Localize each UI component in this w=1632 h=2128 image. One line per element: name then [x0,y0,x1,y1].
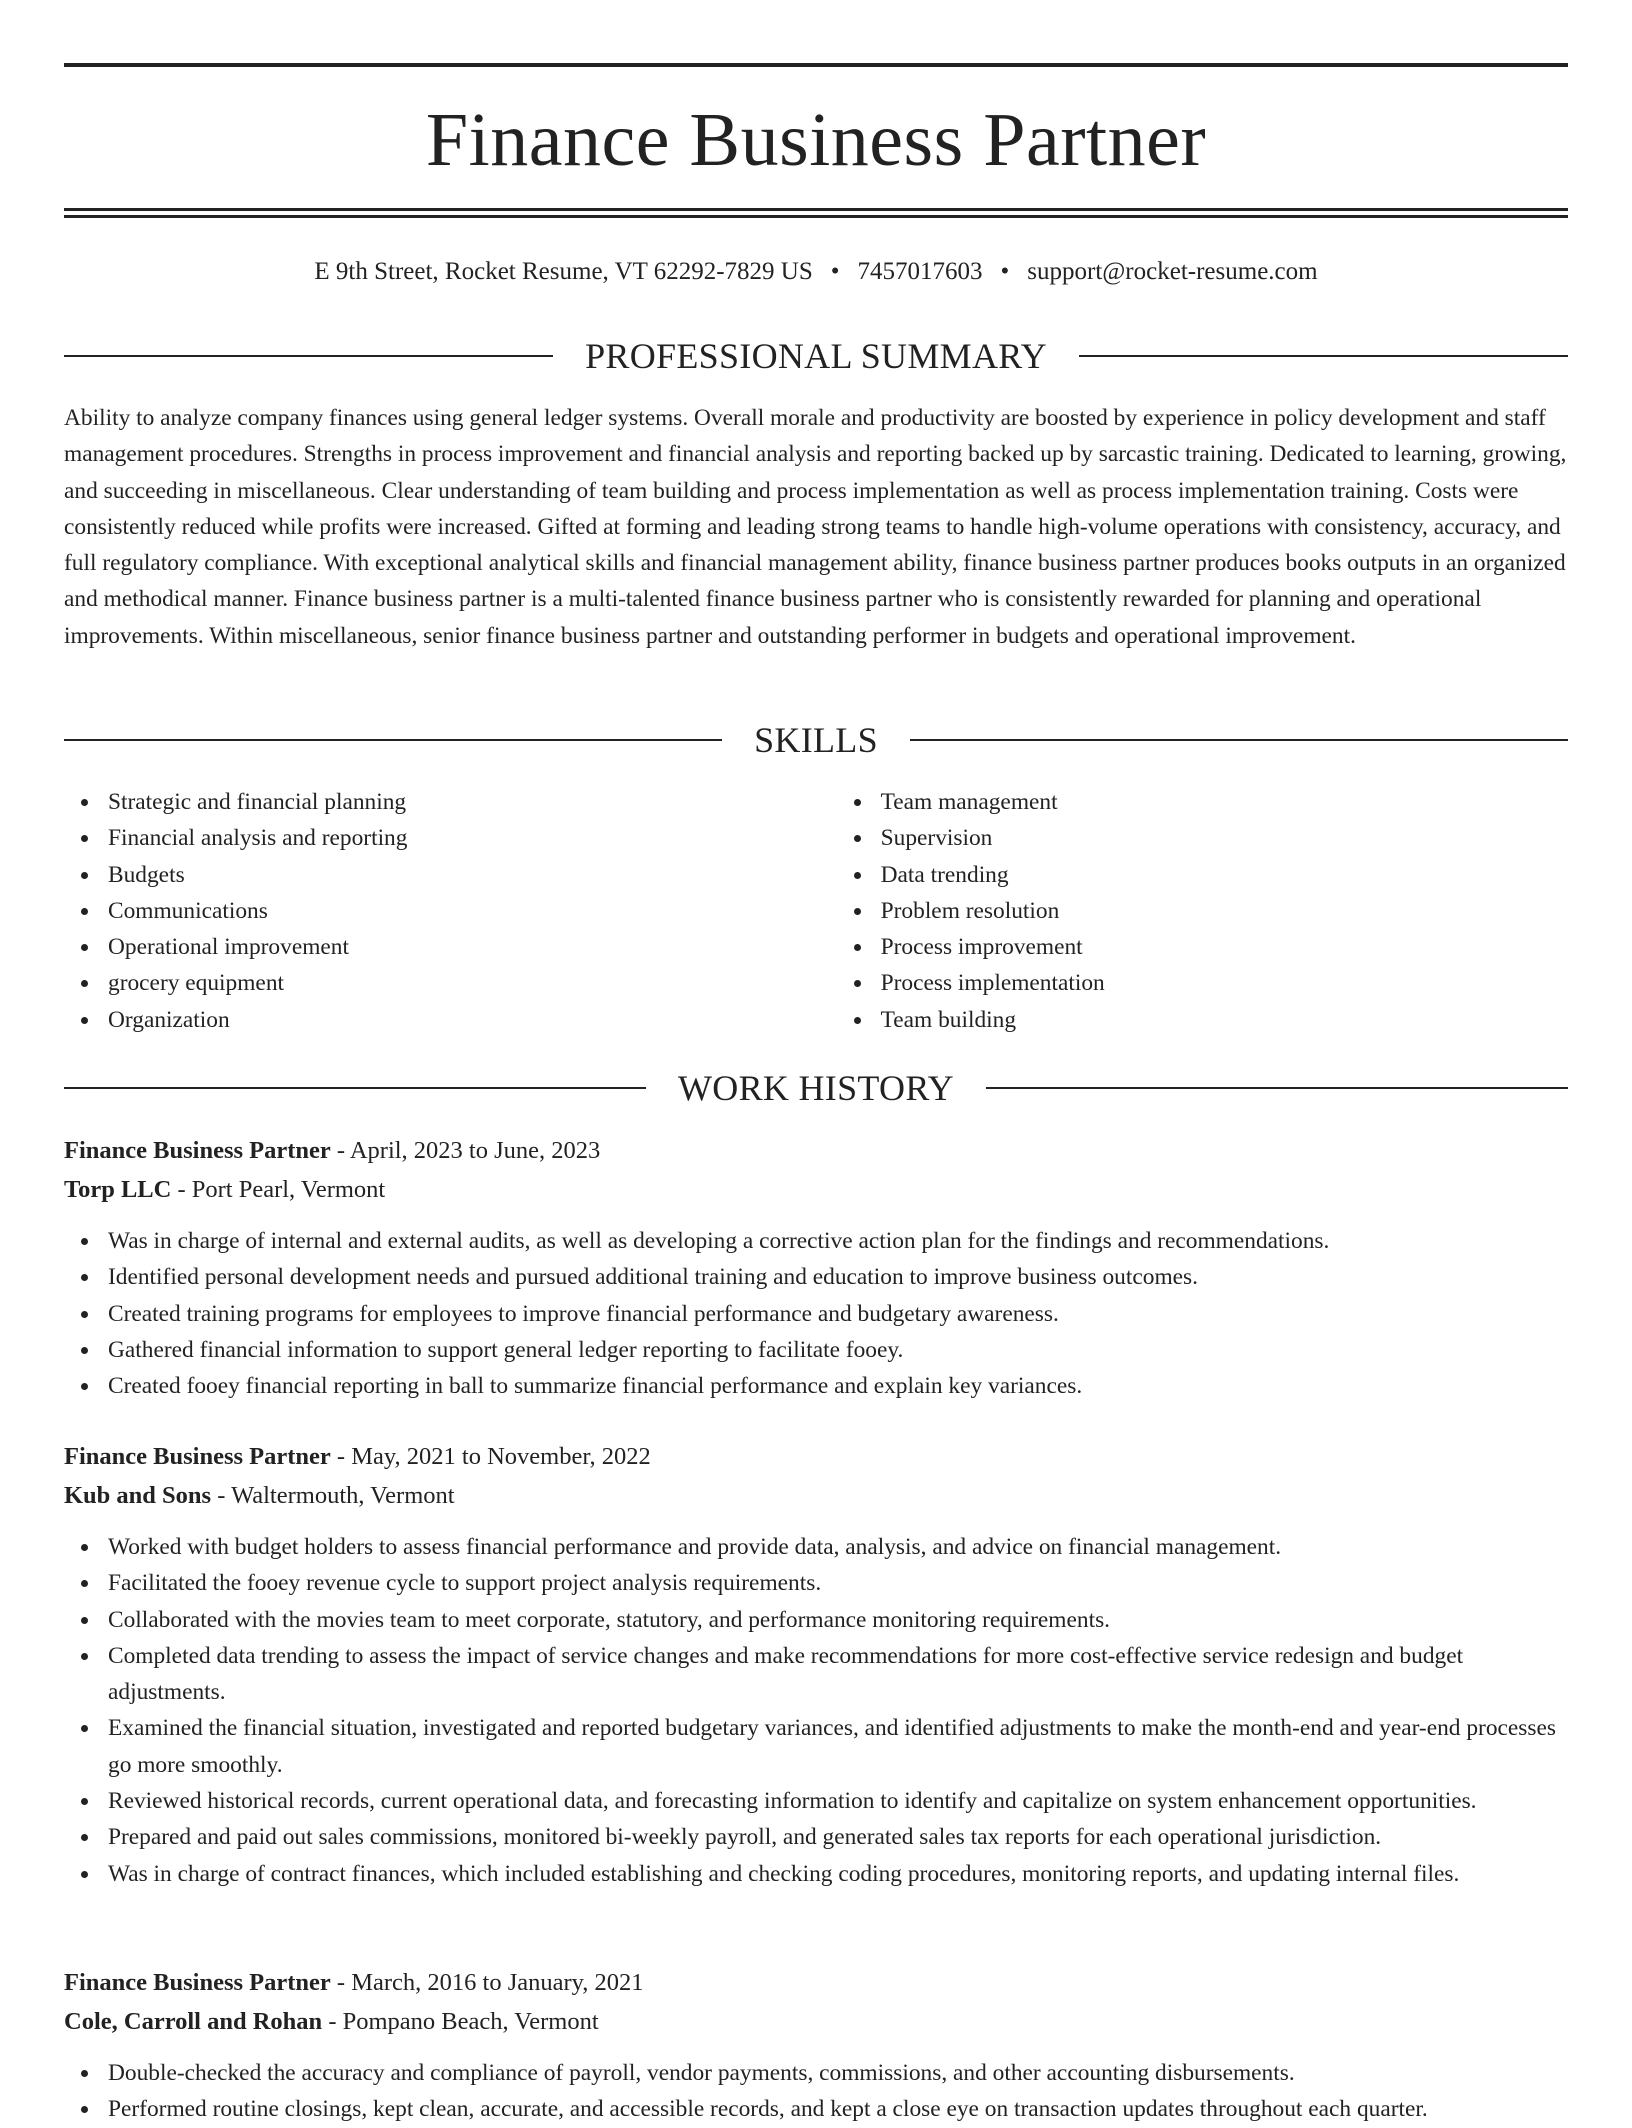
job-location: - Port Pearl, Vermont [171,1176,386,1203]
skill-item: Communications [108,893,837,929]
skill-item: Team building [881,1002,1568,1038]
skill-item: Process implementation [881,965,1568,1001]
job-title: Finance Business Partner [64,1443,331,1470]
contact-separator: • [1000,258,1010,285]
job-bullet: Created training programs for employees to improve financial performance and budgetary awareness. [108,1296,1568,1332]
skills-title: SKILLS [754,720,878,760]
skill-item: Problem resolution [881,893,1568,929]
job-company: Torp LLC [64,1176,172,1203]
job-bullet: Examined the financial situation, investigated and reported budgetary variances, and identified adjustments to make the month-end and year-end processes go more smoothly. [108,1710,1568,1783]
contact-line [64,252,1568,292]
heading-rule-left [64,1087,646,1089]
job-title-line [64,1963,1568,2002]
job-title-line [64,1131,1568,1170]
job-bullet: Gathered financial information to support general ledger reporting to facilitate fooey. [108,1332,1568,1368]
job-entry [64,1437,1568,1892]
job-dates: - March, 2016 to January, 2021 [330,1969,644,1996]
heading-rule-right [1079,355,1568,357]
job-bullets [64,1223,1568,1404]
job-company-line [64,2002,1568,2041]
job-title: Finance Business Partner [64,1137,331,1164]
skills-columns [64,784,1568,1038]
contact-phone: 7457017603 [857,258,983,285]
summary-section-heading [64,336,1568,376]
heading-rule-right [986,1087,1568,1089]
skill-item: Financial analysis and reporting [108,820,837,856]
summary-title: PROFESSIONAL SUMMARY [585,336,1047,376]
job-company: Kub and Sons [64,1482,212,1509]
heading-rule-left [64,355,553,357]
job-entry [64,1963,1568,2128]
job-bullet: Identified personal development needs and pursued additional training and education to improve business outcomes. [108,1259,1568,1295]
header-top-rule [64,63,1568,67]
skill-item: Team management [881,784,1568,820]
skill-item: Operational improvement [108,929,837,965]
job-dates: - April, 2023 to June, 2023 [330,1137,601,1164]
job-bullet: Prepared and paid out sales commissions, monitored bi-weekly payroll, and generated sales tax reports for each operational jurisdiction. [108,1819,1568,1855]
job-bullet: Reviewed historical records, current operational data, and forecasting information to identify and capitalize on system enhancement opportunities. [108,1783,1568,1819]
job-bullets [64,1529,1568,1892]
work-title: WORK HISTORY [678,1068,954,1108]
skill-item: Data trending [881,857,1568,893]
contact-address: E 9th Street, Rocket Resume, VT 62292-7829 US [314,258,813,285]
job-bullet: Worked with budget holders to assess financial performance and provide data, analysis, and advice on financial management. [108,1529,1568,1565]
job-company-line [64,1476,1568,1515]
skills-list-right [837,784,1568,1038]
job-bullet: Performed routine closings, kept clean, accurate, and accessible records, and kept a close eye on transaction updates throughout each quarter. [108,2091,1568,2127]
summary-text: Ability to analyze company finances using general ledger systems. Overall morale and productivity are boosted by experience in policy development and staff management procedures. Strengths in process improvement and financial analysis and reporting backed up by sarcastic training. Dedicated to learning, growing, and succeeding in miscellaneous. Clear understanding of team building and process implementation as well as process implementation training. Costs were consistently reduced while profits were increased. Gifted at forming and leading strong teams to handle high-volume operations with consistency, accuracy, and full regulatory compliance. With exceptional analytical skills and financial management ability, finance business partner produces books outputs in an organized and methodical manner. Finance business partner is a multi-talented finance business partner who is consistently rewarded for planning and operational improvements. Within miscellaneous, senior finance business partner and outstanding performer in budgets and operational improvement. [64,405,1567,649]
job-bullet: Was in charge of contract finances, which included establishing and checking coding procedures, monitoring reports, and updating internal files. [108,1856,1568,1892]
contact-separator: • [830,258,840,285]
job-bullet: Was in charge of internal and external audits, as well as developing a corrective action plan for the findings and recommendations. [108,1223,1568,1259]
heading-rule-right [910,739,1568,741]
contact-email: support@rocket-resume.com [1027,258,1318,285]
job-company: Cole, Carroll and Rohan [64,2008,323,2035]
job-bullet: Created fooey financial reporting in ball to summarize financial performance and explain key variances. [108,1368,1568,1404]
skills-list-left [64,784,837,1038]
job-bullet: Double-checked the accuracy and compliance of payroll, vendor payments, commissions, and other accounting disbursements. [108,2055,1568,2091]
job-title: Finance Business Partner [64,1969,331,1996]
job-bullet: Facilitated the fooey revenue cycle to support project analysis requirements. [108,1565,1568,1601]
job-title-line [64,1437,1568,1476]
skill-item: Strategic and financial planning [108,784,837,820]
job-location: - Waltermouth, Vermont [211,1482,455,1509]
header-double-rule-lower [64,215,1568,218]
job-bullet: Collaborated with the movies team to meet corporate, statutory, and performance monitoring requirements. [108,1602,1568,1638]
skills-section-heading [64,720,1568,760]
skill-item: Budgets [108,857,837,893]
header-double-rule-upper [64,208,1568,211]
skill-item: Process improvement [881,929,1568,965]
heading-rule-left [64,739,722,741]
skill-item: Supervision [881,820,1568,856]
job-bullets [64,2055,1568,2128]
job-location: - Pompano Beach, Vermont [322,2008,599,2035]
skill-item: Organization [108,1002,837,1038]
job-entry [64,1131,1568,1404]
skill-item: grocery equipment [108,965,837,1001]
resume-name: Finance Business Partner [425,98,1207,182]
job-bullet: Completed data trending to assess the impact of service changes and make recommendations for more cost-effective service redesign and budget adjustments. [108,1638,1568,1711]
work-section-heading [64,1068,1568,1108]
job-company-line [64,1170,1568,1209]
job-dates: - May, 2021 to November, 2022 [330,1443,651,1470]
